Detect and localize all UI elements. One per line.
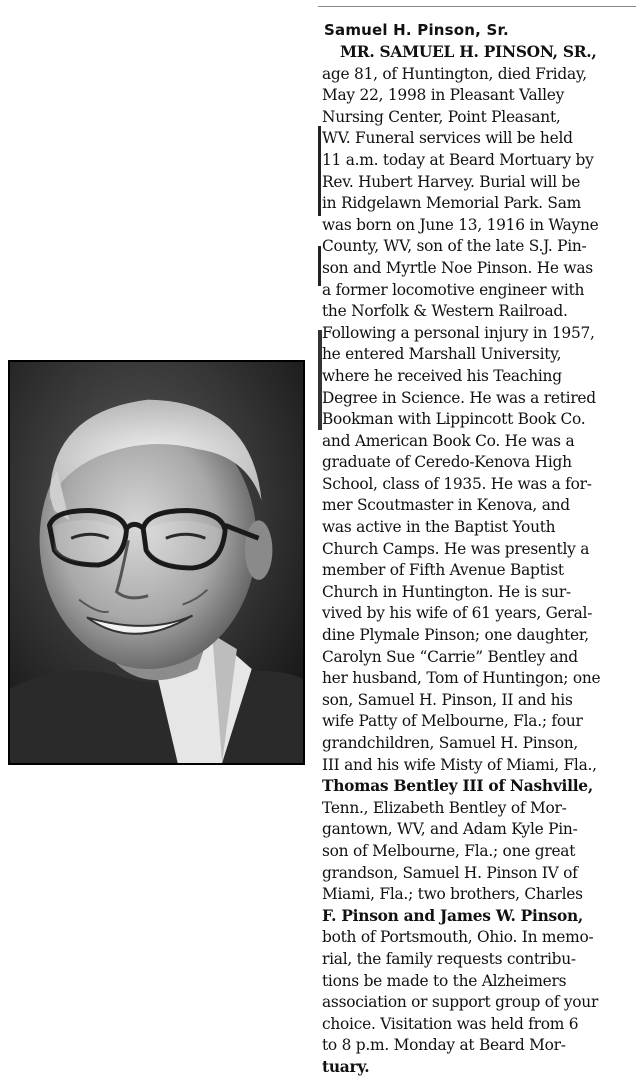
body-line: III and his wife Misty of Miami, Fla., <box>322 755 597 774</box>
body-line: tuary. <box>322 1057 370 1076</box>
portrait-icon <box>10 362 303 763</box>
body-line: grandchildren, Samuel H. Pinson, <box>322 734 579 752</box>
body-line: choice. Visitation was held from 6 <box>322 1014 579 1033</box>
body-line: gantown, WV, and Adam Kyle Pin- <box>322 820 578 839</box>
body-line: both of Portsmouth, Ohio. In memo- <box>322 928 594 947</box>
column-rule-mark <box>318 246 321 286</box>
body-line: a former locomotive engineer with <box>322 280 585 299</box>
body-line: association or support group of your <box>322 993 599 1012</box>
obituary-headline: Samuel H. Pinson, Sr. <box>324 21 509 39</box>
body-line: vived by his wife of 61 years, Geral- <box>322 604 593 623</box>
top-rule <box>318 6 636 7</box>
body-line: tions be made to the Alzheimers <box>322 971 567 990</box>
body-line: son of Melbourne, Fla.; one great <box>322 841 576 860</box>
body-line: County, WV, son of the late S.J. Pin- <box>322 237 587 256</box>
body-line: grandson, Samuel H. Pinson IV of <box>322 863 578 882</box>
body-line: rial, the family requests contribu- <box>322 949 576 968</box>
body-line: WV. Funeral services will be held <box>322 129 573 148</box>
body-line: and American Book Co. He was a <box>322 431 575 450</box>
body-line: Degree in Science. He was a retired <box>322 388 596 407</box>
body-line: School, class of 1935. He was a for- <box>322 474 592 493</box>
body-line: Nursing Center, Point Pleasant, <box>322 107 561 126</box>
body-line: son and Myrtle Noe Pinson. He was <box>322 258 593 277</box>
body-line: Following a personal injury in 1957, <box>322 323 595 342</box>
body-line: the Norfolk & Western Railroad. <box>322 302 568 321</box>
body-line: MR. SAMUEL H. PINSON, SR., <box>340 43 597 61</box>
body-line: F. Pinson and James W. Pinson, <box>322 906 584 925</box>
body-line: Bookman with Lippincott Book Co. <box>322 410 586 429</box>
body-line: was born on June 13, 1916 in Wayne <box>322 215 599 234</box>
body-line: 11 a.m. today at Beard Mortuary by <box>322 150 594 169</box>
column-rule-mark <box>318 126 321 216</box>
obituary-body <box>322 42 634 1079</box>
body-line: Church in Huntington. He is sur- <box>322 582 571 601</box>
body-line: in Ridgelawn Memorial Park. Sam <box>322 194 581 213</box>
body-line: age 81, of Huntington, died Friday, <box>322 64 587 83</box>
body-line: where he received his Teaching <box>322 366 562 385</box>
body-line: was active in the Baptist Youth <box>322 518 556 537</box>
body-line: May 22, 1998 in Pleasant Valley <box>322 86 565 105</box>
portrait-photo <box>8 360 305 765</box>
body-line: dine Plymale Pinson; one daughter, <box>322 626 589 645</box>
body-line: Tenn., Elizabeth Bentley of Mor- <box>322 798 567 817</box>
body-line: Miami, Fla.; two brothers, Charles <box>322 885 583 904</box>
body-line: wife Patty of Melbourne, Fla.; four <box>322 712 583 731</box>
body-line: member of Fifth Avenue Baptist <box>322 561 564 580</box>
body-line: her husband, Tom of Huntingon; one <box>322 669 601 688</box>
body-line: Rev. Hubert Harvey. Burial will be <box>322 172 581 191</box>
body-line: son, Samuel H. Pinson, II and his <box>322 690 573 709</box>
body-line: he entered Marshall University, <box>322 345 562 364</box>
body-line: graduate of Ceredo-Kenova High <box>322 453 572 472</box>
body-line: mer Scoutmaster in Kenova, and <box>322 496 570 515</box>
obituary-article <box>322 20 634 1079</box>
body-line: Carolyn Sue “Carrie” Bentley and <box>322 647 578 666</box>
body-line: to 8 p.m. Monday at Beard Mor- <box>322 1036 566 1055</box>
body-line: Thomas Bentley III of Nashville, <box>322 777 593 796</box>
body-line: Church Camps. He was presently a <box>322 539 590 558</box>
